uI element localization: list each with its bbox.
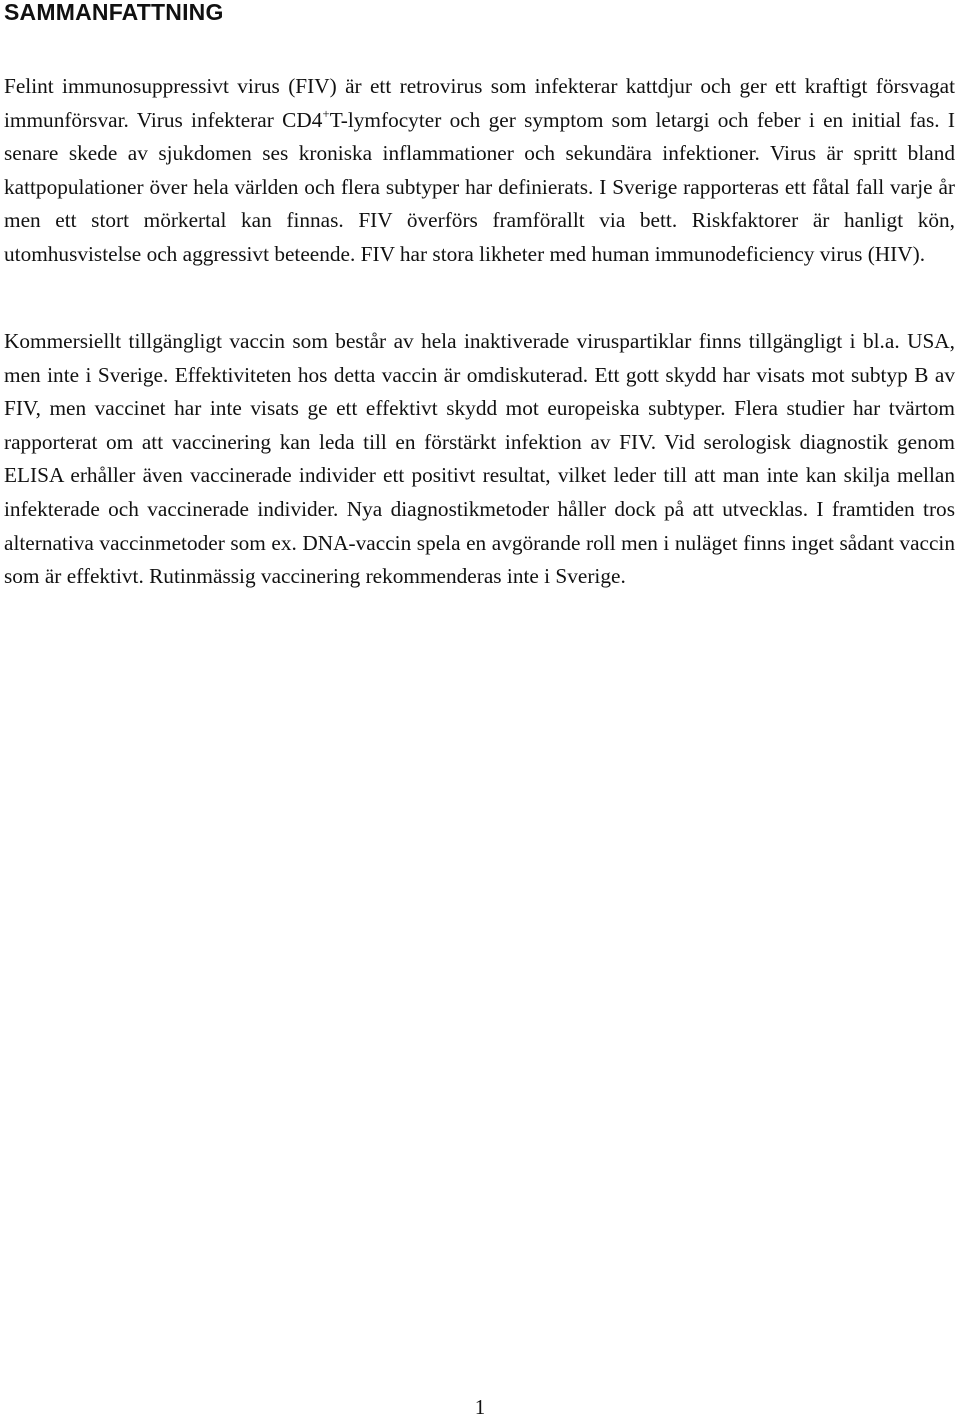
summary-paragraph-1 (4, 70, 955, 272)
page-number: 1 (474, 1395, 486, 1419)
superscript-plus: + (322, 105, 330, 121)
paragraph-1-text-end: T-lymfocyter och ger symptom som letargi och feber i en initial fas. I senare skede av sjukdomen ses kroniska inflammationer och sekundära infektioner. Virus är spritt bland kattpopulationer över hela världen och flera subtyper har definierats. I Sverige rapporteras ett fåtal fall varje år men ett stort mörkertal kan finnas. FIV överförs framförallt via bett. Riskfaktorer är hanligt kön, utomhusvistelse och aggressivt beteende. FIV har stora likheter med human immunodeficiency virus (HIV). (4, 107, 955, 266)
summary-paragraph-2: Kommersiellt tillgängligt vaccin som består av hela inaktiverade viruspartiklar finns tillgängligt i bl.a. USA, men inte i Sverige. Effektiviteten hos detta vaccin är omdiskuterad. Ett gott skydd har visats mot subtyp B av FIV, men vaccinet har inte visats ge ett effektivt skydd mot europeiska subtyper. Flera studier har tvärtom rapporterat om att vaccinering kan leda till en förstärkt infektion av FIV. Vid serologisk diagnostik genom ELISA erhåller även vaccinerade individer ett positivt resultat, vilket leder till att man inte kan skilja mellan infekterade och vaccinerade individer. Nya diagnostikmetoder håller dock på att utvecklas. I framtiden tros alternativa vaccinmetoder som ex. DNA-vaccin spela en avgörande roll men i nuläget finns inget sådant vaccin som är effektivt. Rutinmässig vaccinering rekommenderas inte i Sverige. (4, 329, 955, 589)
paragraph-1-text-start: Felint immunosuppressivt virus (FIV) är ett retrovirus som infekterar kattdjur och ger ett kraftigt försvagat immunförsvar. Virus infekterar CD4 (4, 74, 955, 132)
section-heading: SAMMANFATTNING (4, 0, 224, 25)
